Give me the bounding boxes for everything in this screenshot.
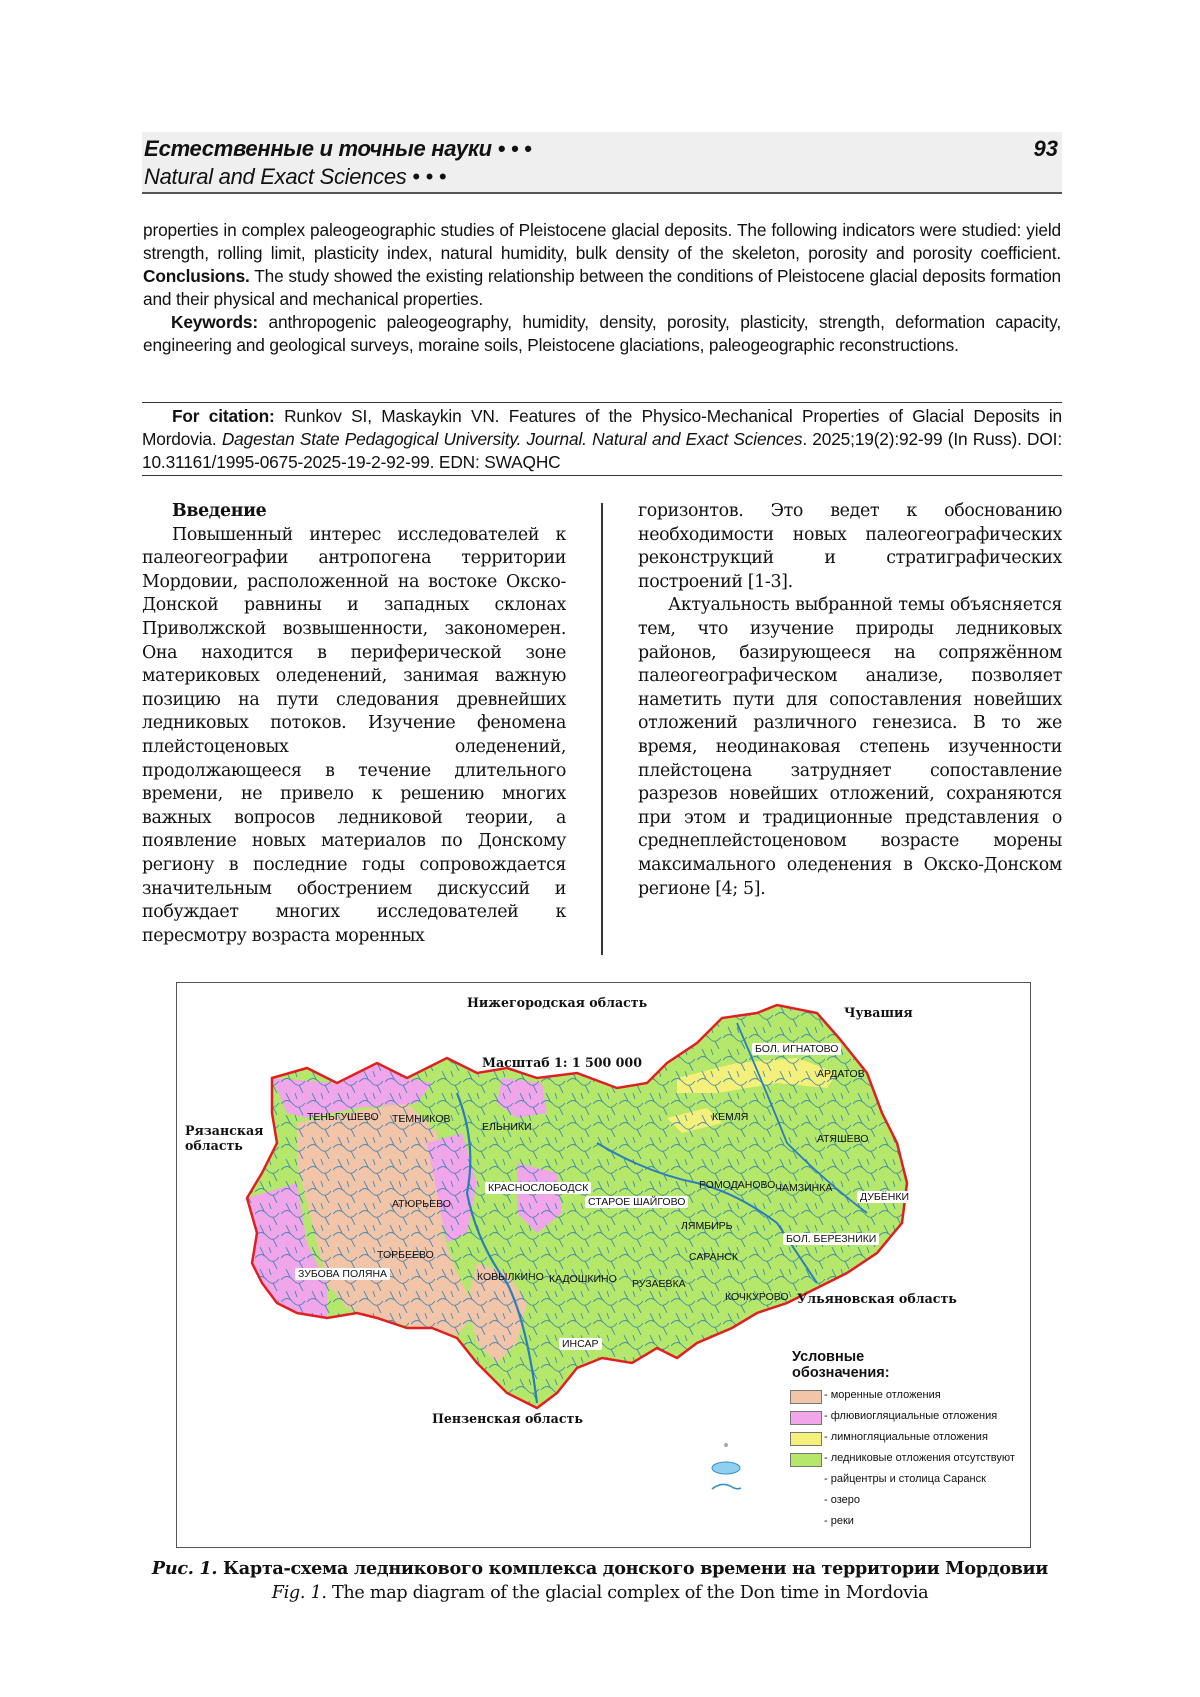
abstract — [143, 219, 1061, 357]
citation-authors: Runkov SI, Maskaykin VN. Features of the Physico-Mechanical Properties of Glacial Deposits in Mordovia. — [142, 406, 1062, 449]
town-label: РУЗАЕВКА — [632, 1278, 686, 1290]
conclusions-label: Conclusions. — [143, 266, 250, 286]
keywords-label: Keywords: — [171, 312, 258, 332]
caption-label-en: Fig. 1. — [272, 1583, 327, 1603]
town-label: КОВЫЛКИНО — [477, 1271, 544, 1283]
abstract-text: properties in complex paleogeographic studies of Pleistocene glacial deposits. The following indicators were studied: yield strength, rolling limit, plasticity index, natural humidity, bulk density of the skeleton, porosity and porosity coefficient. — [143, 220, 1061, 263]
intro-paragraph: Повышенный интерес исследователей к палеогеографии антропогена территории Мордовии, расположенной на востоке Окско-Донской равнины и западных склонах Приволжской возвышенности, закономерен. Она находится в периферической зоне материковых оледенений, занимая важную позицию на пути следования древнейших ледниковых потоков. Изучение феномена плейстоценовых оледенений, продолжающееся в течение длительного времени, не привело к решению многих важных вопросов ледниковой теории, а появление новых материалов по Донскому региону в последние годы сопровождается значительным обострением дискуссий и побуждает многих исследователей к пересмотру возраста моренных — [142, 524, 566, 949]
relevance-paragraph: Актуальность выбранной темы объясняется тем, что изучение природы ледниковых районов, базирующееся на сопряжённом палеогеографическом анализе, позволяет наметить пути для сопоставления новейших отложений различного генезиса. В то же время, неодинаковая степень изученности плейстоцена затрудняет сопоставление разрезов новейших отложений, сохраняются при этом и традиционные представления о среднеплейстоценовом возрасте морены максимального оледенения в Окско-Донском регионе [4; 5]. — [638, 594, 1062, 901]
caption-text-ru: Карта-схема ледникового комплекса донского времени на территории Мордовии — [217, 1558, 1048, 1579]
legend-swatch — [790, 1474, 820, 1486]
section-heading: Введение — [142, 500, 566, 524]
town-label: РОМОДАНОВО — [699, 1179, 775, 1191]
conclusions-text: The study showed the existing relationship between the conditions of Pleistocene glacial deposits formation and their physical and mechanical properties. — [143, 266, 1061, 309]
town-label: САРАНСК — [689, 1251, 738, 1263]
town-label: БОЛ. ИГНАТОВО — [752, 1043, 841, 1055]
region-label-south: Пензенская область — [432, 1411, 583, 1426]
legend-swatch — [790, 1432, 822, 1446]
page-number: 93 — [1034, 136, 1058, 162]
legend-label: - флювиогляциальные отложения — [824, 1410, 997, 1422]
citation-paragraph — [142, 405, 1062, 474]
map-legend — [617, 1349, 897, 1534]
legend-title: Условные обозначения: — [792, 1349, 897, 1381]
continued-paragraph: горизонтов. Это ведет к обоснованию необходимости новых палеогеографических реконструкций и стратиграфических построений [1-3]. — [638, 500, 1062, 594]
legend-label: - озеро — [824, 1494, 860, 1506]
keywords-paragraph — [143, 311, 1061, 357]
legend-item — [617, 1387, 897, 1408]
town-label: КЕМЛЯ — [712, 1111, 748, 1123]
region-label-north: Нижегородская область — [467, 995, 647, 1010]
town-label: ЛЯМБИРЬ — [681, 1220, 733, 1232]
legend-swatch — [790, 1453, 822, 1467]
legend-label: - лимногляциальные отложения — [824, 1431, 988, 1443]
town-label: ТЕМНИКОВ — [392, 1113, 450, 1125]
legend-label: - райцентры и столица Саранск — [824, 1473, 986, 1485]
header-section-ru: Естественные и точные науки • • • — [144, 136, 531, 162]
town-label: КОЧКУРОВО — [725, 1291, 789, 1303]
citation-block — [142, 402, 1062, 476]
figure-caption-ru — [0, 1558, 1200, 1579]
legend-swatch — [790, 1390, 822, 1404]
abstract-paragraph — [143, 219, 1061, 311]
caption-text-en: The map diagram of the glacial complex of the Don time in Mordovia — [327, 1583, 929, 1603]
legend-swatch — [790, 1411, 822, 1425]
region-label-northeast: Чувашия — [844, 1005, 913, 1020]
legend-item — [617, 1492, 897, 1513]
figure-caption-en — [0, 1583, 1200, 1603]
town-label: ИНСАР — [559, 1338, 602, 1350]
town-label: ТЕНЬГУШЕВО — [307, 1111, 379, 1123]
legend-swatch — [790, 1516, 820, 1528]
legend-item — [617, 1429, 897, 1450]
legend-item — [617, 1408, 897, 1429]
caption-label-ru: Рис. 1. — [152, 1558, 217, 1579]
town-label: ТОРБЕЕВО — [377, 1249, 434, 1261]
town-label: КРАСНОСЛОБОДСК — [485, 1182, 591, 1194]
citation-tail: . 2025;19(2):92-99 (In Russ). DOI: 10.31161/1995-0675-2025-19-2-92-99. EDN: SWAQHC — [142, 429, 1062, 472]
town-label: ЕЛЬНИКИ — [482, 1121, 532, 1133]
legend-label: - моренные отложения — [824, 1389, 941, 1401]
map-scale: Масштаб 1: 1 500 000 — [482, 1055, 642, 1070]
legend-label: - ледниковые отложения отсутствуют — [824, 1452, 1015, 1464]
legend-item — [617, 1471, 897, 1492]
citation-label: For citation: — [172, 406, 275, 426]
town-label: ЧАМЗИНКА — [775, 1182, 832, 1194]
town-label: БОЛ. БЕРЕЗНИКИ — [783, 1233, 879, 1245]
town-label: СТАРОЕ ШАЙГОВО — [585, 1196, 688, 1208]
running-header — [142, 132, 1062, 194]
body-column-right — [638, 500, 1062, 901]
keywords-text: anthropogenic paleogeography, humidity, density, porosity, plasticity, strength, deformation capacity, engineering and geological surveys, moraine soils, Pleistocene glaciations, paleogeographic reconstructions. — [143, 312, 1061, 355]
legend-item — [617, 1450, 897, 1471]
journal-page — [0, 0, 1200, 1697]
legend-swatch — [790, 1495, 820, 1507]
header-section-en: Natural and Exact Sciences • • • — [144, 164, 446, 190]
town-label: АТЮРЬЕВО — [392, 1198, 451, 1210]
town-label: ДУБЁНКИ — [857, 1191, 912, 1203]
region-label-west: Рязанская область — [185, 1123, 263, 1153]
town-label: ЗУБОВА ПОЛЯНА — [295, 1268, 390, 1280]
citation-journal: Dagestan State Pedagogical University. Journal. Natural and Exact Sciences — [222, 429, 803, 449]
region-label-east: Ульяновская область — [797, 1291, 957, 1306]
body-column-left — [142, 500, 566, 948]
column-divider — [601, 503, 603, 955]
legend-item — [617, 1513, 897, 1534]
town-label: АТЯШЕВО — [817, 1133, 868, 1145]
legend-label: - реки — [824, 1515, 854, 1527]
town-label: АРДАТОВ — [817, 1068, 865, 1080]
town-label: КАДОШКИНО — [549, 1273, 617, 1285]
map-figure — [176, 982, 1031, 1548]
